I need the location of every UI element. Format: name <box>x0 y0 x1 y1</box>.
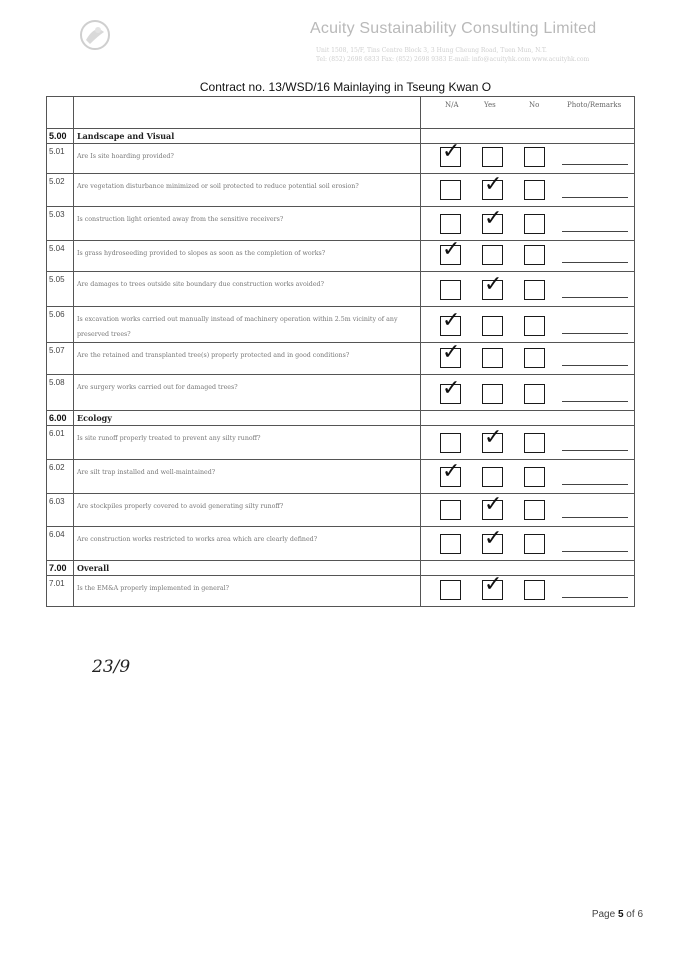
checkbox-no[interactable] <box>524 316 545 336</box>
item-check-cell <box>421 375 635 411</box>
tick-mark-icon: ✓ <box>484 572 503 597</box>
item-number: 6.02 <box>47 460 74 494</box>
section-check-cell <box>421 561 635 576</box>
item-question: Are the retained and transplanted tree(s) properly protected and in good conditions? <box>74 343 421 375</box>
checkbox-na[interactable] <box>440 459 461 487</box>
checklist-row <box>47 241 635 272</box>
checkbox-na[interactable] <box>440 534 461 554</box>
checkbox-na[interactable] <box>440 180 461 200</box>
checkbox-yes[interactable] <box>482 272 503 300</box>
checkbox-no[interactable] <box>524 214 545 234</box>
item-question: Are stockpiles properly covered to avoid generating silty runoff? <box>74 494 421 527</box>
page-total: 6 <box>637 909 643 920</box>
item-number: 6.01 <box>47 426 74 460</box>
item-question: Are vegetation disturbance minimized or soil protected to reduce potential soil erosion? <box>74 174 421 207</box>
checkbox-na[interactable] <box>440 500 461 520</box>
checkbox-no[interactable] <box>524 147 545 167</box>
remarks-line[interactable] <box>562 197 628 198</box>
section-check-cell <box>421 411 635 426</box>
item-number: 6.03 <box>47 494 74 527</box>
col-header-na: N/A <box>445 101 459 109</box>
checkbox-na[interactable] <box>440 376 461 404</box>
remarks-line[interactable] <box>562 551 628 552</box>
remarks-line[interactable] <box>562 262 628 263</box>
checklist-row <box>47 307 635 343</box>
tick-mark-icon: ✓ <box>442 308 461 333</box>
page-number <box>592 909 643 920</box>
address-line: Unit 1508, 15/F, Tins Centre Block 3, 3 Hung Cheung Road, Tuen Mun, N.T. <box>316 47 547 54</box>
tick-mark-icon: ✓ <box>442 459 461 484</box>
item-number: 5.08 <box>47 375 74 411</box>
page-prefix: Page <box>591 909 618 920</box>
checklist-row <box>47 527 635 561</box>
checkbox-yes[interactable] <box>482 172 503 200</box>
checkbox-yes[interactable] <box>482 492 503 520</box>
remarks-line[interactable] <box>562 231 628 232</box>
checkbox-no[interactable] <box>524 348 545 368</box>
item-question: Are silt trap installed and well-maintained? <box>74 460 421 494</box>
header-number-cell <box>47 97 74 129</box>
checklist-row <box>47 576 635 607</box>
checkbox-na[interactable] <box>440 433 461 453</box>
checklist-row <box>47 494 635 527</box>
remarks-line[interactable] <box>562 333 628 334</box>
remarks-line[interactable] <box>562 517 628 518</box>
checkbox-no[interactable] <box>524 245 545 265</box>
company-logo <box>78 18 112 52</box>
item-check-cell <box>421 139 635 174</box>
item-number: 5.04 <box>47 241 74 272</box>
checklist-table <box>46 96 635 607</box>
checkbox-yes[interactable] <box>482 572 503 600</box>
checkbox-no[interactable] <box>524 384 545 404</box>
col-header-remarks: Photo/Remarks <box>567 101 622 109</box>
item-number: 7.01 <box>47 576 74 607</box>
checkbox-yes[interactable] <box>482 245 503 265</box>
item-check-cell <box>421 237 635 272</box>
item-question: Is grass hydroseeding provided to slopes as soon as the completion of works? <box>74 241 421 272</box>
remarks-line[interactable] <box>562 297 628 298</box>
item-question: Are construction works restricted to works area which are clearly defined? <box>74 527 421 561</box>
tick-mark-icon: ✓ <box>442 376 461 401</box>
section-row <box>47 129 635 144</box>
company-address <box>316 46 606 64</box>
section-title: Landscape and Visual <box>74 129 421 144</box>
item-check-cell <box>421 572 635 607</box>
contract-title: Contract no. 13/WSD/16 Mainlaying in Tseung Kwan O <box>199 80 492 94</box>
tick-mark-icon: ✓ <box>484 206 503 231</box>
section-title: Overall <box>74 561 421 576</box>
item-number: 5.02 <box>47 174 74 207</box>
tick-mark-icon: ✓ <box>484 526 503 551</box>
checkbox-no[interactable] <box>524 580 545 600</box>
checkbox-yes[interactable] <box>482 526 503 554</box>
header-question-cell <box>74 97 421 129</box>
section-title: Ecology <box>74 411 421 426</box>
section-number: 6.00 <box>47 411 74 426</box>
page-current: 5 <box>617 909 624 920</box>
item-number: 5.07 <box>47 343 74 375</box>
item-number: 5.06 <box>47 307 74 343</box>
header-row <box>47 97 635 129</box>
tick-mark-icon: ✓ <box>484 425 503 450</box>
item-number: 5.05 <box>47 272 74 307</box>
checkbox-na[interactable] <box>440 139 461 167</box>
remarks-line[interactable] <box>562 365 628 366</box>
checkbox-no[interactable] <box>524 467 545 487</box>
item-question: Are Is site hoarding provided? <box>74 144 421 174</box>
tick-mark-icon: ✓ <box>484 492 503 517</box>
item-check-cell <box>421 426 635 460</box>
checkbox-no[interactable] <box>524 433 545 453</box>
item-check-cell <box>421 494 635 527</box>
checkbox-yes[interactable] <box>482 425 503 453</box>
address-line: Tel: (852) 2698 6833 Fax: (852) 2698 9383 E-mail: info@acuityhk.com www.acuityhk.com <box>316 56 590 63</box>
tick-mark-icon: ✓ <box>442 139 461 164</box>
item-number: 6.04 <box>47 527 74 561</box>
remarks-line[interactable] <box>562 164 628 165</box>
item-number: 5.03 <box>47 207 74 241</box>
remarks-line[interactable] <box>562 401 628 402</box>
checklist-row <box>47 426 635 460</box>
checklist-row <box>47 272 635 307</box>
tick-mark-icon: ✓ <box>484 272 503 297</box>
item-check-cell <box>421 272 635 307</box>
checkbox-no[interactable] <box>524 280 545 300</box>
item-check-cell <box>421 174 635 207</box>
checkbox-no[interactable] <box>524 534 545 554</box>
item-check-cell <box>421 207 635 241</box>
item-number: 5.01 <box>47 144 74 174</box>
checkbox-no[interactable] <box>524 500 545 520</box>
item-check-cell <box>421 527 635 561</box>
section-row <box>47 411 635 426</box>
section-number: 7.00 <box>47 561 74 576</box>
checkbox-na[interactable] <box>440 237 461 265</box>
tick-mark-icon: ✓ <box>442 340 461 365</box>
item-question: Is site runoff properly treated to prevent any silty runoff? <box>74 426 421 460</box>
item-check-cell <box>421 460 635 494</box>
item-question: Is excavation works carried out manually instead of machinery operation within 2.5m vicinity of any preserved trees? <box>74 307 421 343</box>
checkbox-yes[interactable] <box>482 348 503 368</box>
checkbox-na[interactable] <box>440 308 461 336</box>
checkbox-na[interactable] <box>440 280 461 300</box>
header-check-cell <box>421 97 635 129</box>
checklist-row <box>47 207 635 241</box>
section-row <box>47 561 635 576</box>
checklist-row <box>47 174 635 207</box>
checkbox-na[interactable] <box>440 340 461 368</box>
checkbox-yes[interactable] <box>482 467 503 487</box>
item-check-cell <box>421 307 635 343</box>
page-mid: of <box>623 909 638 920</box>
checklist-row <box>47 375 635 411</box>
handwritten-date: 23/9 <box>92 657 131 677</box>
item-question: Is construction light oriented away from the sensitive receivers? <box>74 207 421 241</box>
checkbox-yes[interactable] <box>482 147 503 167</box>
checklist-row <box>47 144 635 174</box>
checkbox-na[interactable] <box>440 214 461 234</box>
item-question: Are damages to trees outside site boundary due construction works avoided? <box>74 272 421 307</box>
section-number: 5.00 <box>47 129 74 144</box>
checkbox-na[interactable] <box>440 580 461 600</box>
checklist-row <box>47 343 635 375</box>
col-header-yes: Yes <box>484 101 496 109</box>
checklist-row <box>47 460 635 494</box>
item-check-cell <box>421 340 635 375</box>
remarks-line[interactable] <box>562 597 628 598</box>
checkbox-yes[interactable] <box>482 206 503 234</box>
col-header-no: No <box>529 101 540 109</box>
tick-mark-icon: ✓ <box>442 237 461 262</box>
remarks-line[interactable] <box>562 484 628 485</box>
tick-mark-icon: ✓ <box>484 172 503 197</box>
item-question: Are surgery works carried out for damaged trees? <box>74 375 421 411</box>
checkbox-yes[interactable] <box>482 384 503 404</box>
checkbox-no[interactable] <box>524 180 545 200</box>
checkbox-yes[interactable] <box>482 316 503 336</box>
item-question: Is the EM&A properly implemented in general? <box>74 576 421 607</box>
company-name: Acuity Sustainability Consulting Limited <box>310 20 597 37</box>
remarks-line[interactable] <box>562 450 628 451</box>
